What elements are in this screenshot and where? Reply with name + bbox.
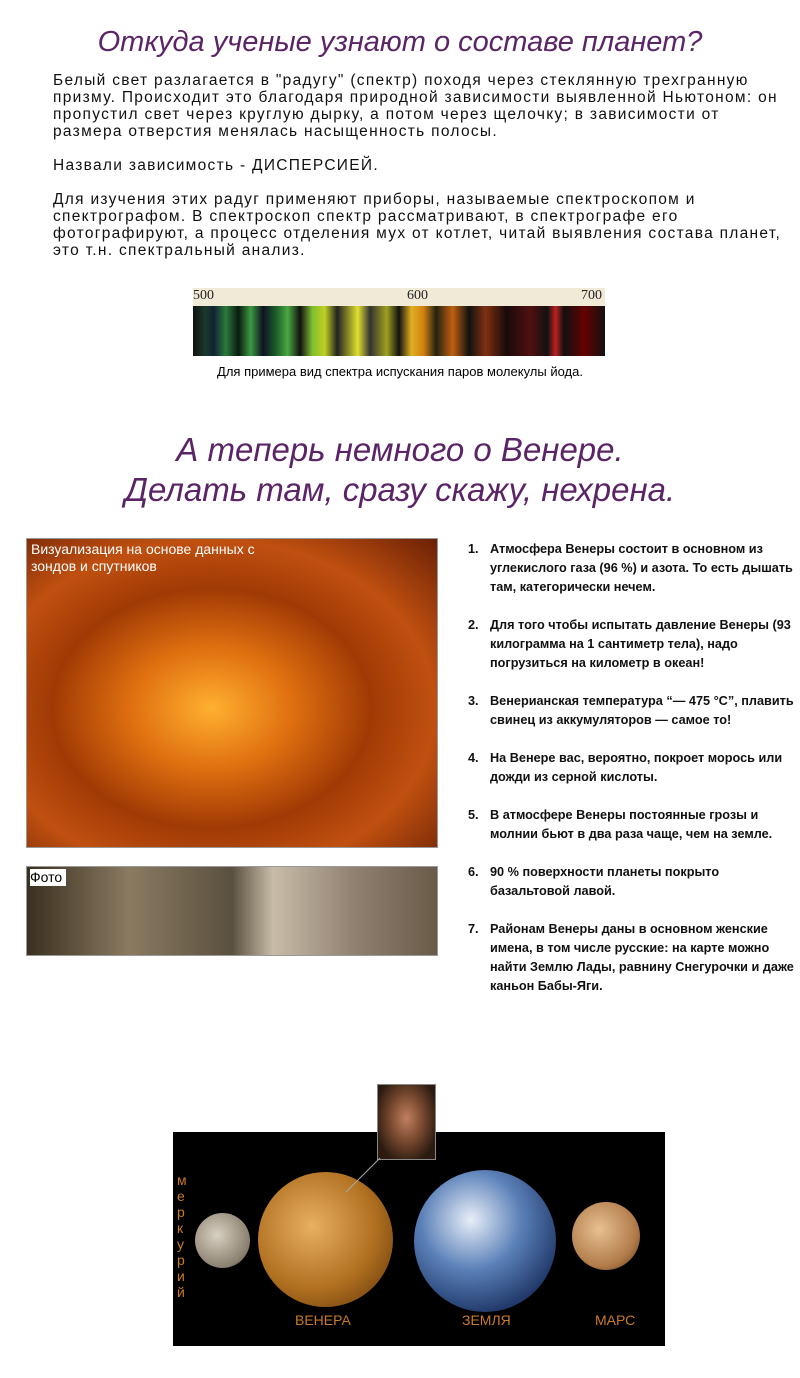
- list-item: [468, 692, 798, 730]
- section-title: [0, 430, 800, 510]
- dispersion-paragraph: Назвали зависимость - ДИСПЕРСИЕЙ.: [53, 157, 379, 174]
- item-number: 5.: [468, 808, 479, 822]
- item-text: Для того чтобы испытать давление Венеры (93 килограмма на 1 сантиметр тела), надо погрузиться на километр в океан!: [490, 618, 791, 670]
- spectrum-caption: Для примера вид спектра испускания паров молекулы йода.: [217, 364, 583, 379]
- intro-paragraph: Белый свет разлагается в "радугу" (спектр) походя через стеклянную трехгранную призму. Происходит это благодаря природной зависимости выявленной Ньютоном: он пропустил свет через круглую дырку, а потом через щелочку; в зависимости от размера отверстия менялась насыщенность полосы.: [53, 72, 778, 140]
- planets-image: [173, 1132, 665, 1346]
- item-text: В атмосфере Венеры постоянные грозы и молнии бьют в два раза чаще, чем на земле.: [490, 808, 773, 841]
- venus-label: ВЕНЕРА: [295, 1312, 351, 1328]
- tick-600: 600: [407, 288, 428, 303]
- visualization-label: Визуализация на основе данных с зондов и спутников: [31, 541, 255, 574]
- venus-visualization-image: [26, 538, 438, 848]
- list-item: [468, 863, 798, 901]
- earth-planet: [414, 1170, 556, 1312]
- item-number: 1.: [468, 542, 479, 556]
- portrait-image: [377, 1084, 436, 1160]
- item-text: 90 % поверхности планеты покрыто базальтовой лавой.: [490, 865, 720, 898]
- mars-planet: [572, 1202, 640, 1270]
- page-title: Откуда ученые узнают о составе планет?: [97, 26, 703, 58]
- spectroscopy-paragraph: Для изучения этих радуг применяют приборы, называемые спектроскопом и спектрографом. В спектроскоп спектр рассматривают, в спектрографе его фотографируют, а процесс отделения мух от котлет, читай выявления состава планет, это т.н. спектральный анализ.: [53, 191, 782, 259]
- spectrum-image: [193, 288, 605, 356]
- item-number: 6.: [468, 865, 479, 879]
- venus-facts-list: [468, 540, 798, 1015]
- spectrum-bar: [193, 306, 605, 356]
- list-item: [468, 616, 798, 673]
- item-text: Районам Венеры даны в основном женские имена, в том числе русские: на карте можно найти Землю Лады, равнину Снегурочки и даже каньон Бабы-Яги.: [490, 922, 794, 993]
- tick-500: 500: [193, 288, 214, 303]
- item-number: 3.: [468, 694, 479, 708]
- venus-surface-photo: [26, 866, 438, 956]
- mercury-label: меркурий: [177, 1172, 187, 1300]
- photo-label: Фото: [30, 869, 66, 886]
- mercury-planet: [195, 1213, 250, 1268]
- pointer-line: [340, 1150, 390, 1200]
- list-item: [468, 749, 798, 787]
- mars-label: МАРС: [595, 1312, 636, 1328]
- list-item: [468, 920, 798, 996]
- item-text: На Венере вас, вероятно, покроет морось или дожди из серной кислоты.: [490, 751, 783, 784]
- item-number: 4.: [468, 751, 479, 765]
- earth-label: ЗЕМЛЯ: [462, 1312, 511, 1328]
- list-item: [468, 540, 798, 597]
- item-text: Венерианская температура “— 475 °С”, плавить свинец из аккумуляторов — самое то!: [490, 694, 794, 727]
- item-number: 7.: [468, 922, 479, 936]
- intro-text: [53, 72, 783, 276]
- item-number: 2.: [468, 618, 479, 632]
- section-title-line2: Делать там, сразу скажу, нехрена.: [124, 471, 676, 508]
- section-title-line1: А теперь немного о Венере.: [176, 431, 624, 468]
- item-text: Атмосфера Венеры состоит в основном из углекислого газа (96 %) и азота. То есть дышать там, категорически нечем.: [490, 542, 793, 594]
- list-item: [468, 806, 798, 844]
- tick-700: 700: [581, 288, 602, 303]
